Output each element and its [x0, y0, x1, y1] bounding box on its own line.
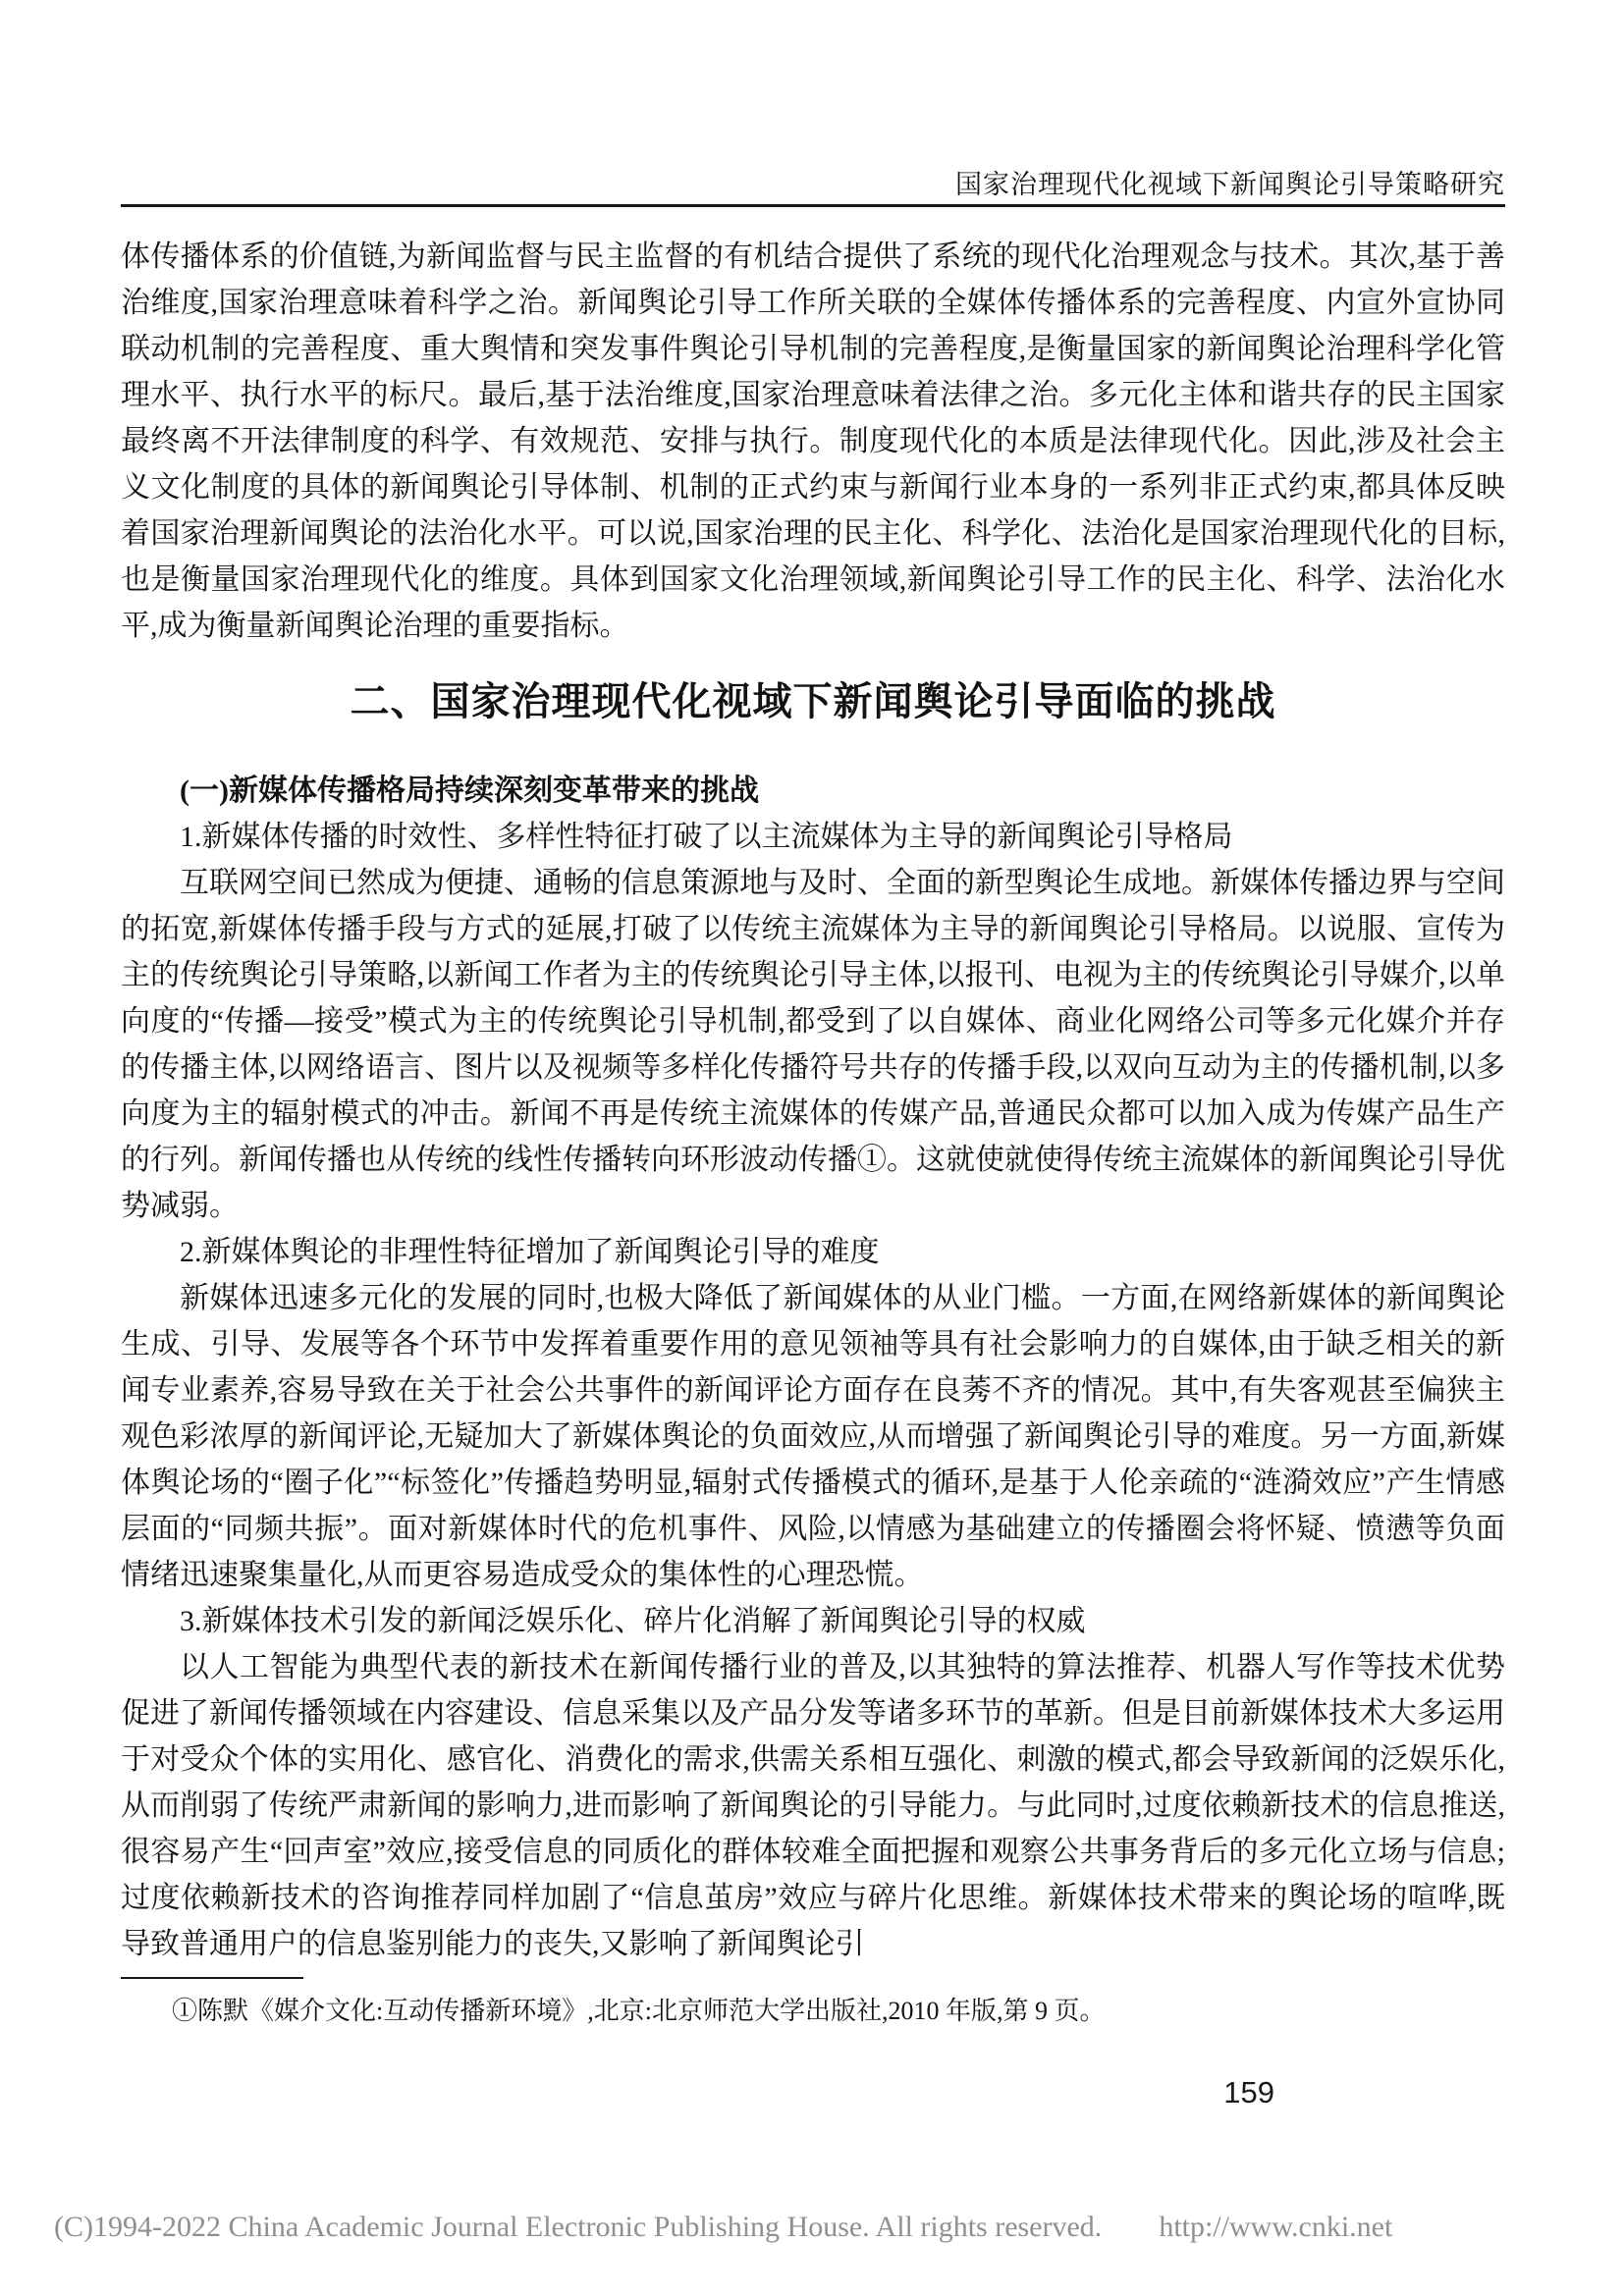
item-2-heading: 2.新媒体舆论的非理性特征增加了新闻舆论引导的难度 [180, 1236, 880, 1268]
item-2-paragraph: 新媒体迅速多元化的发展的同时,也极大降低了新闻媒体的从业门槛。一方面,在网络新媒体的新闻舆论生成、引导、发展等各个环节中发挥着重要作用的意见领袖等具有社会影响力的自媒体,由于缺乏相关的新闻专业素养,容易导致在关于社会公共事件的新闻评论方面存在良莠不齐的情况。其中,有失客观甚至偏狭主观色彩浓厚的新闻评论,无疑加大了新媒体舆论的负面效应,从而增强了新闻舆论引导的难度。另一方面,新媒体舆论场的“圈子化”“标签化”传播趋势明显,辐射式传播模式的循环,是基于人伦亲疏的“涟漪效应”产生情感层面的“同频共振”。面对新媒体时代的危机事件、风险,以情感为基础建立的传播圈会将怀疑、愤懑等负面情绪迅速聚集量化,从而更容易造成受众的集体性的心理恐慌。 [121, 1282, 1505, 1591]
running-head: 国家治理现代化视域下新闻舆论引导策略研究 [955, 170, 1505, 199]
header-rule [121, 204, 1505, 207]
item-3-paragraph: 以人工智能为典型代表的新技术在新闻传播行业的普及,以其独特的算法推荐、机器人写作等技术优势促进了新闻传播领域在内容建设、信息采集以及产品分发等诸多环节的革新。但是目前新媒体技术大多运用于对受众个体的实用化、感官化、消费化的需求,供需关系相互强化、刺激的模式,都会导致新闻的泛娱乐化,从而削弱了传统严肃新闻的影响力,进而影响了新闻舆论的引导能力。与此同时,过度依赖新技术的信息推送,很容易产生“回声室”效应,接受信息的同质化的群体较难全面把握和观察公共事务背后的多元化立场与信息;过度依赖新技术的咨询推荐同样加剧了“信息茧房”效应与碎片化思维。新媒体技术带来的舆论场的喧哗,既导致普通用户的信息鉴别能力的丧失,又影响了新闻舆论引 [121, 1651, 1505, 1960]
page-number: 159 [1223, 2075, 1274, 2109]
footer-copyright-text: (C)1994-2022 China Academic Journal Electronic Publishing House. All rights reserved. [54, 2211, 1103, 2243]
footer-url: http://www.cnki.net [1159, 2211, 1393, 2243]
footnote: ①陈默《媒介文化:互动传播新环境》,北京:北京师范大学出版社,2010 年版,第 9 页。 [172, 1997, 1106, 2025]
item-1-paragraph: 互联网空间已然成为便捷、通畅的信息策源地与及时、全面的新型舆论生成地。新媒体传播边界与空间的拓宽,新媒体传播手段与方式的延展,打破了以传统主流媒体为主导的新闻舆论引导格局。以说服、宣传为主的传统舆论引导策略,以新闻工作者为主的传统舆论引导主体,以报刊、电视为主的传统舆论引导媒介,以单向度的“传播—接受”模式为主的传统舆论引导机制,都受到了以自媒体、商业化网络公司等多元化媒介并存的传播主体,以网络语言、图片以及视频等多样化传播符号共存的传播手段,以双向互动为主的传播机制,以多向度为主的辐射模式的冲击。新闻不再是传统主流媒体的传媒产品,普通民众都可以加入成为传媒产品生产的行列。新闻传播也从传统的线性传播转向环形波动传播①。这就使就使得传统主流媒体的新闻舆论引导优势减弱。 [121, 867, 1505, 1222]
item-3-heading: 3.新媒体技术引发的新闻泛娱乐化、碎片化消解了新闻舆论引导的权威 [180, 1605, 1086, 1637]
text-column [121, 0, 1505, 2030]
opening-paragraph: 体传播体系的价值链,为新闻监督与民主监督的有机结合提供了系统的现代化治理观念与技术。其次,基于善治维度,国家治理意味着科学之治。新闻舆论引导工作所关联的全媒体传播体系的完善程度、内宣外宣协同联动机制的完善程度、重大舆情和突发事件舆论引导机制的完善程度,是衡量国家的新闻舆论治理科学化管理水平、执行水平的标尺。最后,基于法治维度,国家治理意味着法律之治。多元化主体和谐共存的民主国家最终离不开法律制度的科学、有效规范、安排与执行。制度现代化的本质是法律现代化。因此,涉及社会主义文化制度的具体的新闻舆论引导体制、机制的正式约束与新闻行业本身的一系列非正式约束,都具体反映着国家治理新闻舆论的法治化水平。可以说,国家治理的民主化、科学化、法治化是国家治理现代化的目标,也是衡量国家治理现代化的维度。具体到国家文化治理领域,新闻舆论引导工作的民主化、科学、法治化水平,成为衡量新闻舆论治理的重要指标。 [121, 240, 1505, 642]
footnote-rule [121, 1977, 303, 1979]
item-1-heading: 1.新媒体传播的时效性、多样性特征打破了以主流媒体为主导的新闻舆论引导格局 [180, 821, 1233, 853]
section-heading: 二、国家治理现代化视域下新闻舆论引导面临的挑战 [350, 679, 1276, 723]
copyright-footer [54, 2211, 1586, 2244]
subsection-heading: (一)新媒体传播格局持续深刻变革带来的挑战 [180, 774, 759, 807]
